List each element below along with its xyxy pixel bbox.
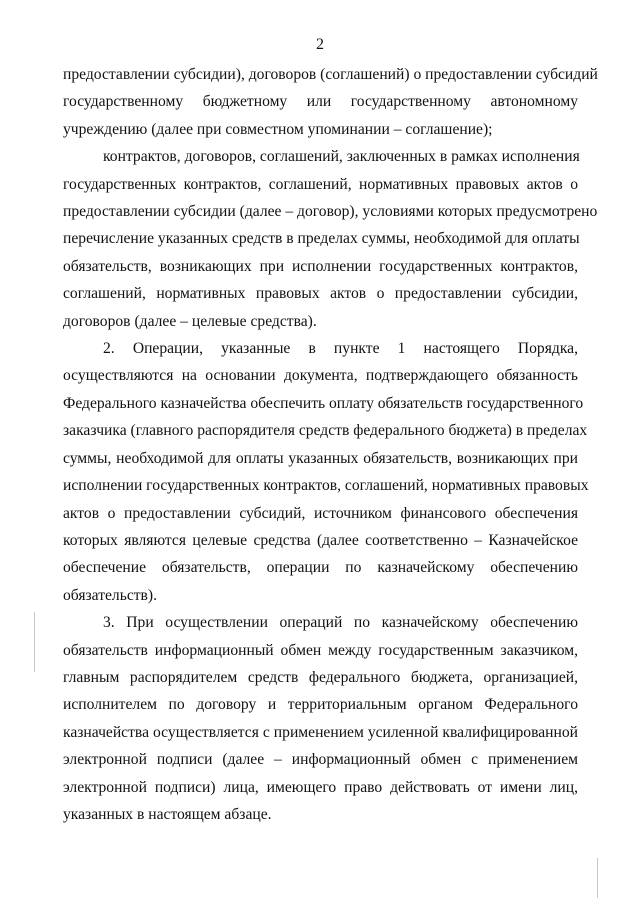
paragraph-targets: [63, 143, 598, 335]
scan-artifact: [34, 612, 35, 672]
page-number: 2: [316, 36, 324, 53]
text-line: государственному бюджетному или государственному автономному: [63, 93, 578, 111]
text-line: обязательств).: [63, 586, 158, 604]
text-line: предоставлении субсидии), договоров (соглашений) о предоставлении субсидий: [63, 66, 598, 83]
paragraph-item-3: [63, 609, 578, 828]
text-line: обязательств, возникающих при исполнении государственных контрактов,: [63, 257, 578, 275]
text-line: осуществляются на основании документа, подтверждающего обязанность: [63, 367, 578, 385]
text-line: договоров (далее – целевые средства).: [63, 312, 317, 330]
text-line: исполнителем по договору и территориальным органом Федерального: [63, 696, 578, 714]
text-line: электронной подписи (далее – информационный обмен с применением: [63, 751, 578, 769]
document-body: [63, 61, 598, 828]
text-line: 3. При осуществлении операций по казначейскому обеспечению: [103, 614, 578, 632]
text-line: учреждению (далее при совместном упоминании – соглашение);: [63, 120, 493, 138]
text-line: казначейства осуществляется с применением усиленной квалифицированной: [63, 723, 578, 741]
text-line: суммы, необходимой для оплаты указанных обязательств, возникающих при: [63, 449, 578, 467]
text-line: Федерального казначейства обеспечить оплату обязательств государственного: [63, 394, 584, 412]
text-line: соглашений, нормативных правовых актов о предоставлении субсидии,: [63, 285, 578, 303]
text-line: которых являются целевые средства (далее соответственно – Казначейское: [63, 531, 578, 549]
text-line: электронной подписи) лица, имеющего право действовать от имени лиц,: [63, 778, 578, 796]
text-line: обеспечение обязательств, операции по казначейскому обеспечению: [63, 559, 578, 577]
scan-artifact: [597, 858, 598, 898]
text-line: исполнении государственных контрактов, соглашений, нормативных правовых: [63, 477, 589, 495]
text-line: предоставлении субсидии (далее – договор), условиями которых предусмотрено: [63, 203, 598, 221]
paragraph-item-2: [63, 335, 589, 609]
text-line: актов о предоставлении субсидий, источником финансового обеспечения: [63, 504, 578, 522]
text-line: государственных контрактов, соглашений, нормативных правовых актов о: [63, 175, 578, 193]
text-line: заказчика (главного распорядителя средств федерального бюджета) в пределах: [63, 422, 588, 440]
text-line: обязательств информационный обмен между государственным заказчиком,: [63, 641, 578, 659]
text-line: 2. Операции, указанные в пункте 1 настоящего Порядка,: [103, 340, 578, 358]
text-line: контрактов, договоров, соглашений, заключенных в рамках исполнения: [103, 148, 580, 166]
text-line: перечисление указанных средств в пределах суммы, необходимой для оплаты: [63, 230, 580, 248]
text-line: указанных в настоящем абзаце.: [63, 805, 272, 823]
text-line: главным распорядителем средств федерального бюджета, организацией,: [63, 668, 578, 686]
paragraph-continuation: [63, 61, 598, 143]
